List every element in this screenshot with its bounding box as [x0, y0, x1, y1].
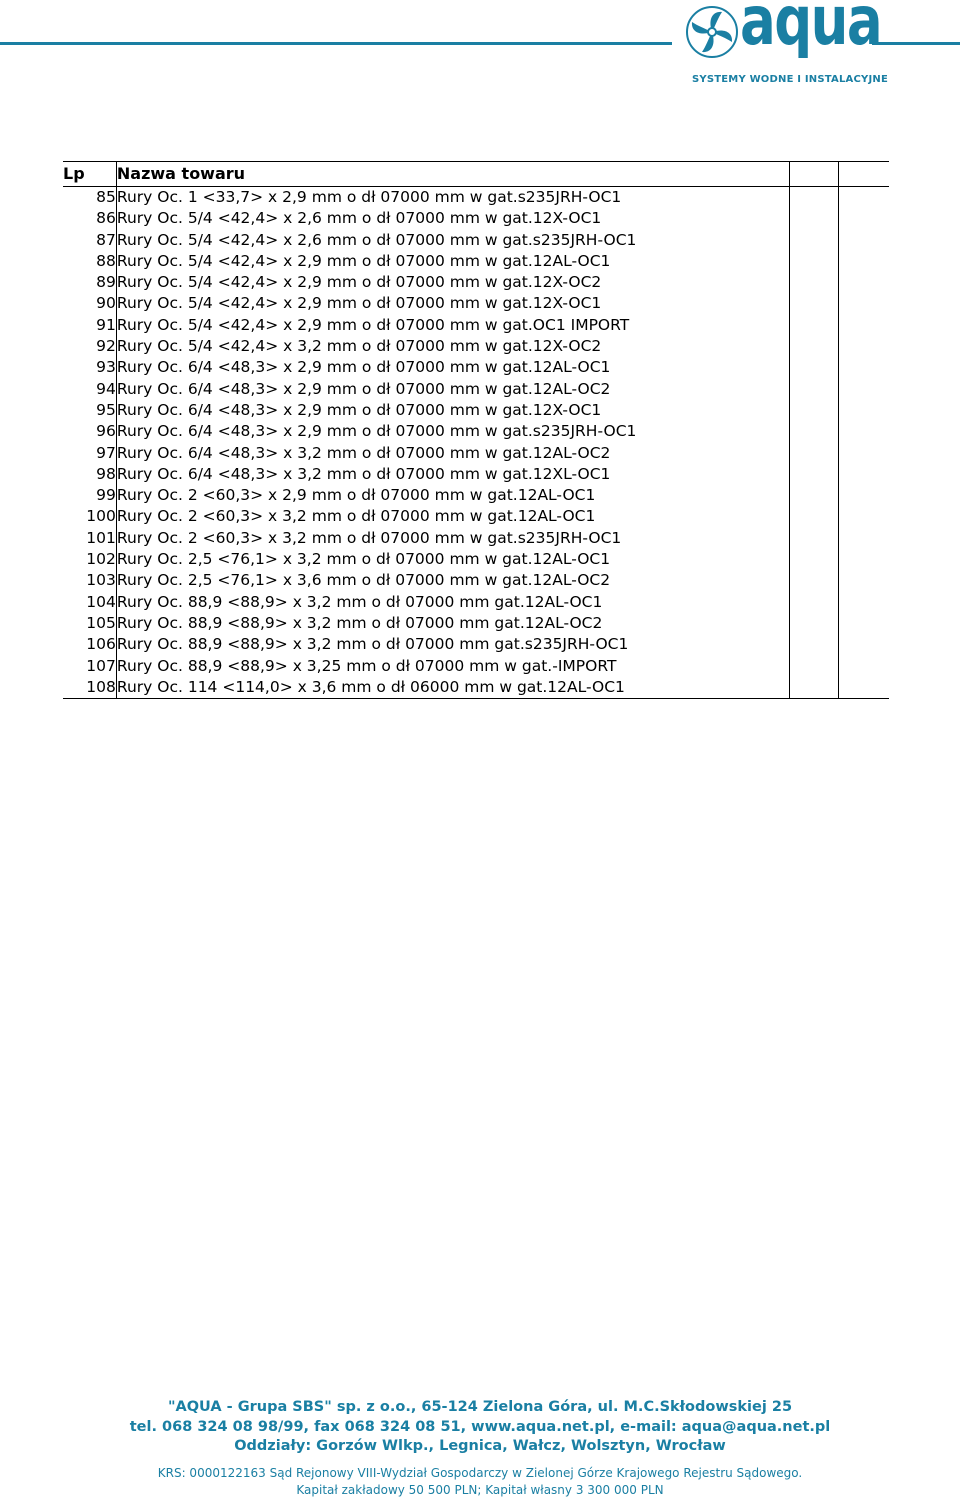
empty-cell	[790, 570, 839, 591]
table-row	[63, 592, 889, 613]
row-number: 86	[63, 208, 116, 229]
table-row	[63, 613, 889, 634]
row-number: 105	[63, 613, 116, 634]
empty-cell	[790, 336, 839, 357]
logo-tagline: SYSTEMY WODNE I INSTALACYJNE	[692, 74, 888, 85]
table-row	[63, 251, 889, 272]
empty-cell	[790, 421, 839, 442]
empty-cell	[839, 315, 889, 336]
row-number: 88	[63, 251, 116, 272]
table-row	[63, 656, 889, 677]
empty-cell	[839, 400, 889, 421]
product-name: Rury Oc. 88,9 <88,9> x 3,2 mm o dł 07000 mm gat.12AL-OC2	[116, 613, 790, 634]
product-name: Rury Oc. 6/4 <48,3> x 3,2 mm o dł 07000 mm w gat.12AL-OC2	[116, 443, 790, 464]
row-number: 87	[63, 230, 116, 251]
table-row	[63, 230, 889, 251]
empty-cell	[839, 570, 889, 591]
row-number: 93	[63, 357, 116, 378]
empty-cell	[790, 443, 839, 464]
table-row	[63, 506, 889, 527]
empty-cell	[839, 187, 889, 209]
column-header-empty	[790, 162, 839, 187]
table-row	[63, 485, 889, 506]
empty-cell	[839, 528, 889, 549]
table-row	[63, 336, 889, 357]
table-row	[63, 357, 889, 378]
table-row	[63, 570, 889, 591]
table-row	[63, 379, 889, 400]
empty-cell	[839, 421, 889, 442]
header-rule-left	[0, 42, 672, 45]
table-row	[63, 187, 889, 209]
table-row	[63, 443, 889, 464]
page-footer	[0, 1398, 960, 1499]
row-number: 103	[63, 570, 116, 591]
row-number: 94	[63, 379, 116, 400]
row-number: 85	[63, 187, 116, 209]
empty-cell	[839, 592, 889, 613]
table-row	[63, 464, 889, 485]
row-number: 91	[63, 315, 116, 336]
empty-cell	[839, 208, 889, 229]
empty-cell	[790, 357, 839, 378]
empty-cell	[839, 357, 889, 378]
empty-cell	[790, 272, 839, 293]
empty-cell	[790, 506, 839, 527]
row-number: 101	[63, 528, 116, 549]
empty-cell	[839, 251, 889, 272]
empty-cell	[790, 230, 839, 251]
product-name: Rury Oc. 88,9 <88,9> x 3,25 mm o dł 07000 mm w gat.-IMPORT	[116, 656, 790, 677]
product-name: Rury Oc. 6/4 <48,3> x 2,9 mm o dł 07000 mm w gat.s235JRH-OC1	[116, 421, 790, 442]
product-name: Rury Oc. 2 <60,3> x 3,2 mm o dł 07000 mm w gat.12AL-OC1	[116, 506, 790, 527]
empty-cell	[790, 613, 839, 634]
column-header-empty	[839, 162, 889, 187]
empty-cell	[839, 443, 889, 464]
company-logo	[686, 0, 888, 92]
row-number: 89	[63, 272, 116, 293]
table-row	[63, 549, 889, 570]
empty-cell	[790, 464, 839, 485]
row-number: 97	[63, 443, 116, 464]
column-header-lp: Lp	[63, 162, 116, 187]
product-name: Rury Oc. 5/4 <42,4> x 3,2 mm o dł 07000 mm w gat.12X-OC2	[116, 336, 790, 357]
product-name: Rury Oc. 5/4 <42,4> x 2,6 mm o dł 07000 mm w gat.s235JRH-OC1	[116, 230, 790, 251]
product-name: Rury Oc. 2,5 <76,1> x 3,2 mm o dł 07000 mm w gat.12AL-OC1	[116, 549, 790, 570]
empty-cell	[839, 336, 889, 357]
empty-cell	[790, 400, 839, 421]
header-rule-right	[872, 42, 960, 45]
table-row	[63, 528, 889, 549]
empty-cell	[839, 272, 889, 293]
empty-cell	[790, 528, 839, 549]
logo-wordmark: aqua	[740, 0, 882, 61]
column-header-name: Nazwa towaru	[116, 162, 790, 187]
product-name: Rury Oc. 1 <33,7> x 2,9 mm o dł 07000 mm w gat.s235JRH-OC1	[116, 187, 790, 209]
empty-cell	[790, 677, 839, 699]
empty-cell	[839, 656, 889, 677]
empty-cell	[839, 293, 889, 314]
table-row	[63, 634, 889, 655]
product-name: Rury Oc. 5/4 <42,4> x 2,9 mm o dł 07000 mm w gat.12X-OC2	[116, 272, 790, 293]
product-name: Rury Oc. 5/4 <42,4> x 2,9 mm o dł 07000 mm w gat.12AL-OC1	[116, 251, 790, 272]
footer-contact: tel. 068 324 08 98/99, fax 068 324 08 51, www.aqua.net.pl, e-mail: aqua@aqua.net.pl	[129, 1418, 831, 1435]
empty-cell	[790, 485, 839, 506]
row-number: 107	[63, 656, 116, 677]
row-number: 96	[63, 421, 116, 442]
empty-cell	[790, 656, 839, 677]
row-number: 100	[63, 506, 116, 527]
table-row	[63, 208, 889, 229]
row-number: 95	[63, 400, 116, 421]
product-name: Rury Oc. 5/4 <42,4> x 2,6 mm o dł 07000 mm w gat.12X-OC1	[116, 208, 790, 229]
row-number: 104	[63, 592, 116, 613]
empty-cell	[839, 549, 889, 570]
footer-branches: Oddziały: Gorzów Wlkp., Legnica, Wałcz, Wolsztyn, Wrocław	[234, 1438, 726, 1454]
empty-cell	[790, 315, 839, 336]
table-row	[63, 272, 889, 293]
table-row	[63, 421, 889, 442]
empty-cell	[839, 613, 889, 634]
empty-cell	[839, 464, 889, 485]
empty-cell	[839, 634, 889, 655]
table-row	[63, 293, 889, 314]
product-name: Rury Oc. 2 <60,3> x 3,2 mm o dł 07000 mm w gat.s235JRH-OC1	[116, 528, 790, 549]
footer-company: "AQUA - Grupa SBS" sp. z o.o., 65-124 Zielona Góra, ul. M.C.Skłodowskiej 25	[167, 1399, 793, 1415]
product-name: Rury Oc. 88,9 <88,9> x 3,2 mm o dł 07000 mm gat.s235JRH-OC1	[116, 634, 790, 655]
table-row	[63, 315, 889, 336]
empty-cell	[790, 293, 839, 314]
product-name: Rury Oc. 2,5 <76,1> x 3,6 mm o dł 07000 mm w gat.12AL-OC2	[116, 570, 790, 591]
product-name: Rury Oc. 6/4 <48,3> x 2,9 mm o dł 07000 mm w gat.12X-OC1	[116, 400, 790, 421]
row-number: 99	[63, 485, 116, 506]
row-number: 90	[63, 293, 116, 314]
footer-krs: KRS: 0000122163 Sąd Rejonowy VIII-Wydział Gospodarczy w Zielonej Górze Krajowego Rejestru Sądowego.	[157, 1465, 803, 1480]
table-header-row	[63, 162, 889, 187]
product-name: Rury Oc. 6/4 <48,3> x 3,2 mm o dł 07000 mm w gat.12XL-OC1	[116, 464, 790, 485]
table-row	[63, 677, 889, 699]
row-number: 108	[63, 677, 116, 699]
empty-cell	[790, 634, 839, 655]
row-number: 102	[63, 549, 116, 570]
empty-cell	[790, 592, 839, 613]
product-table	[63, 161, 889, 699]
footer-capital: Kapitał zakładowy 50 500 PLN; Kapitał własny 3 300 000 PLN	[296, 1482, 664, 1497]
table-row	[63, 400, 889, 421]
empty-cell	[790, 379, 839, 400]
empty-cell	[790, 208, 839, 229]
empty-cell	[839, 506, 889, 527]
product-name: Rury Oc. 5/4 <42,4> x 2,9 mm o dł 07000 mm w gat.12X-OC1	[116, 293, 790, 314]
product-name: Rury Oc. 88,9 <88,9> x 3,2 mm o dł 07000 mm gat.12AL-OC1	[116, 592, 790, 613]
product-name: Rury Oc. 5/4 <42,4> x 2,9 mm o dł 07000 mm w gat.OC1 IMPORT	[116, 315, 790, 336]
empty-cell	[839, 230, 889, 251]
fan-logo-icon	[686, 6, 738, 58]
empty-cell	[839, 677, 889, 699]
empty-cell	[790, 187, 839, 209]
product-name: Rury Oc. 6/4 <48,3> x 2,9 mm o dł 07000 mm w gat.12AL-OC1	[116, 357, 790, 378]
product-name: Rury Oc. 114 <114,0> x 3,6 mm o dł 06000 mm w gat.12AL-OC1	[116, 677, 790, 699]
row-number: 106	[63, 634, 116, 655]
empty-cell	[839, 485, 889, 506]
product-name: Rury Oc. 6/4 <48,3> x 2,9 mm o dł 07000 mm w gat.12AL-OC2	[116, 379, 790, 400]
row-number: 98	[63, 464, 116, 485]
empty-cell	[790, 549, 839, 570]
empty-cell	[839, 379, 889, 400]
empty-cell	[790, 251, 839, 272]
row-number: 92	[63, 336, 116, 357]
product-name: Rury Oc. 2 <60,3> x 2,9 mm o dł 07000 mm w gat.12AL-OC1	[116, 485, 790, 506]
